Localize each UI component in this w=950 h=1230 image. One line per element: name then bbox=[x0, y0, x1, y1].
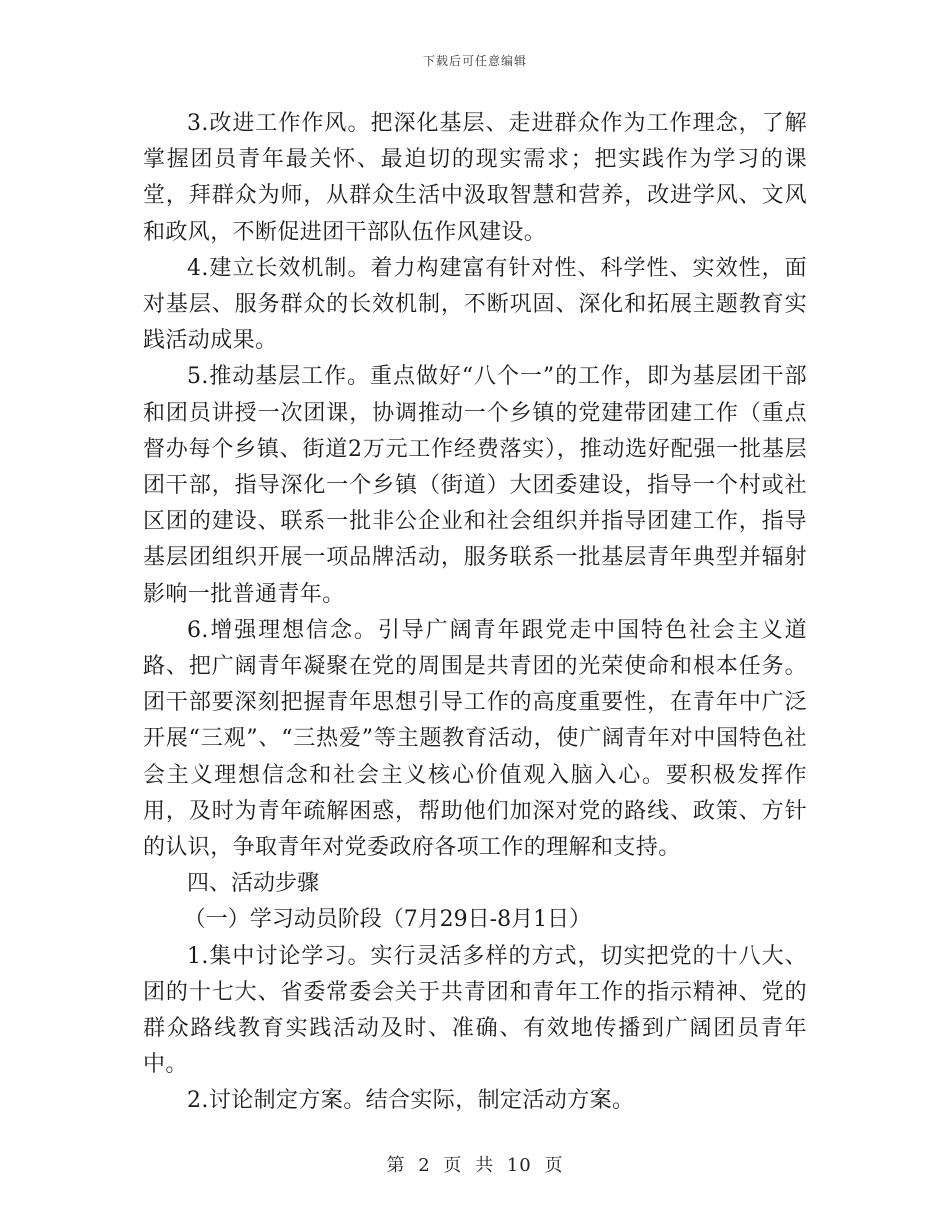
page-number-footer: 第 2 页 共 10 页 bbox=[386, 1155, 564, 1176]
paragraph-group-study: 1.集中讨论学习。实行灵活多样的方式，切实把党的十八大、团的十七大、省委常委会关于共青团和青年工作的指示精神、党的群众路线教育实践活动及时、准确、有效地传播到广阔团员青年中。 bbox=[143, 943, 807, 1078]
paragraph-improve-work-style: 3.改进工作作风。把深化基层、走进群众作为工作理念，了解掌握团员青年最关怀、最迫切的现实需求；把实践作为学习的课堂，拜群众为师，从群众生活中汲取智慧和营养，改进学风、文风和政风，不断促进团干部队伍作风建设。 bbox=[143, 111, 807, 245]
paragraph-grassroots-work: 5.推动基层工作。重点做好“八个一”的工作，即为基层团干部和团员讲授一次团课，协调推动一个乡镇的党建带团建工作（重点督办每个乡镇、街道2万元工作经费落实），推动选好配强一批基层团干部，指导深化一个乡镇（街道）大团委建设，指导一个村或社区团的建设、联系一批非公企业和社会组织并指导团建工作，指导基层团组织开展一项品牌活动，服务联系一批基层青年典型并辐射影响一批普通青年。 bbox=[143, 364, 807, 607]
paragraph-long-term-mechanism: 4.建立长效机制。着力构建富有针对性、科学性、实效性，面对基层、服务群众的长效机制，不断巩固、深化和拓展主题教育实践活动成果。 bbox=[143, 255, 807, 354]
paragraph-ideals-beliefs: 6.增强理想信念。引导广阔青年跟党走中国特色社会主义道路、把广阔青年凝聚在党的周围是共青团的光荣使命和根本任务。团干部要深刻把握青年思想引导工作的高度重要性，在青年中广泛开展“三观”、“三热爱”等主题教育活动，使广阔青年对中国特色社会主义理想信念和社会主义核心价值观入脑入心。要积极发挥作用，及时为青年疏解困惑，帮助他们加深对党的路线、政策、方针的认识，争取青年对党委政府各项工作的理解和支持。 bbox=[143, 617, 807, 861]
section-heading-activity-steps: 四、活动步骤 bbox=[187, 871, 320, 897]
subsection-heading-study-mobilization: （一）学习动员阶段（7月29日-8月1日） bbox=[183, 907, 592, 933]
paragraph-make-plan: 2.讨论制定方案。结合实际，制定活动方案。 bbox=[187, 1088, 635, 1114]
page-header: 下载后可任意编辑 bbox=[422, 54, 527, 68]
document-body bbox=[143, 106, 807, 1120]
